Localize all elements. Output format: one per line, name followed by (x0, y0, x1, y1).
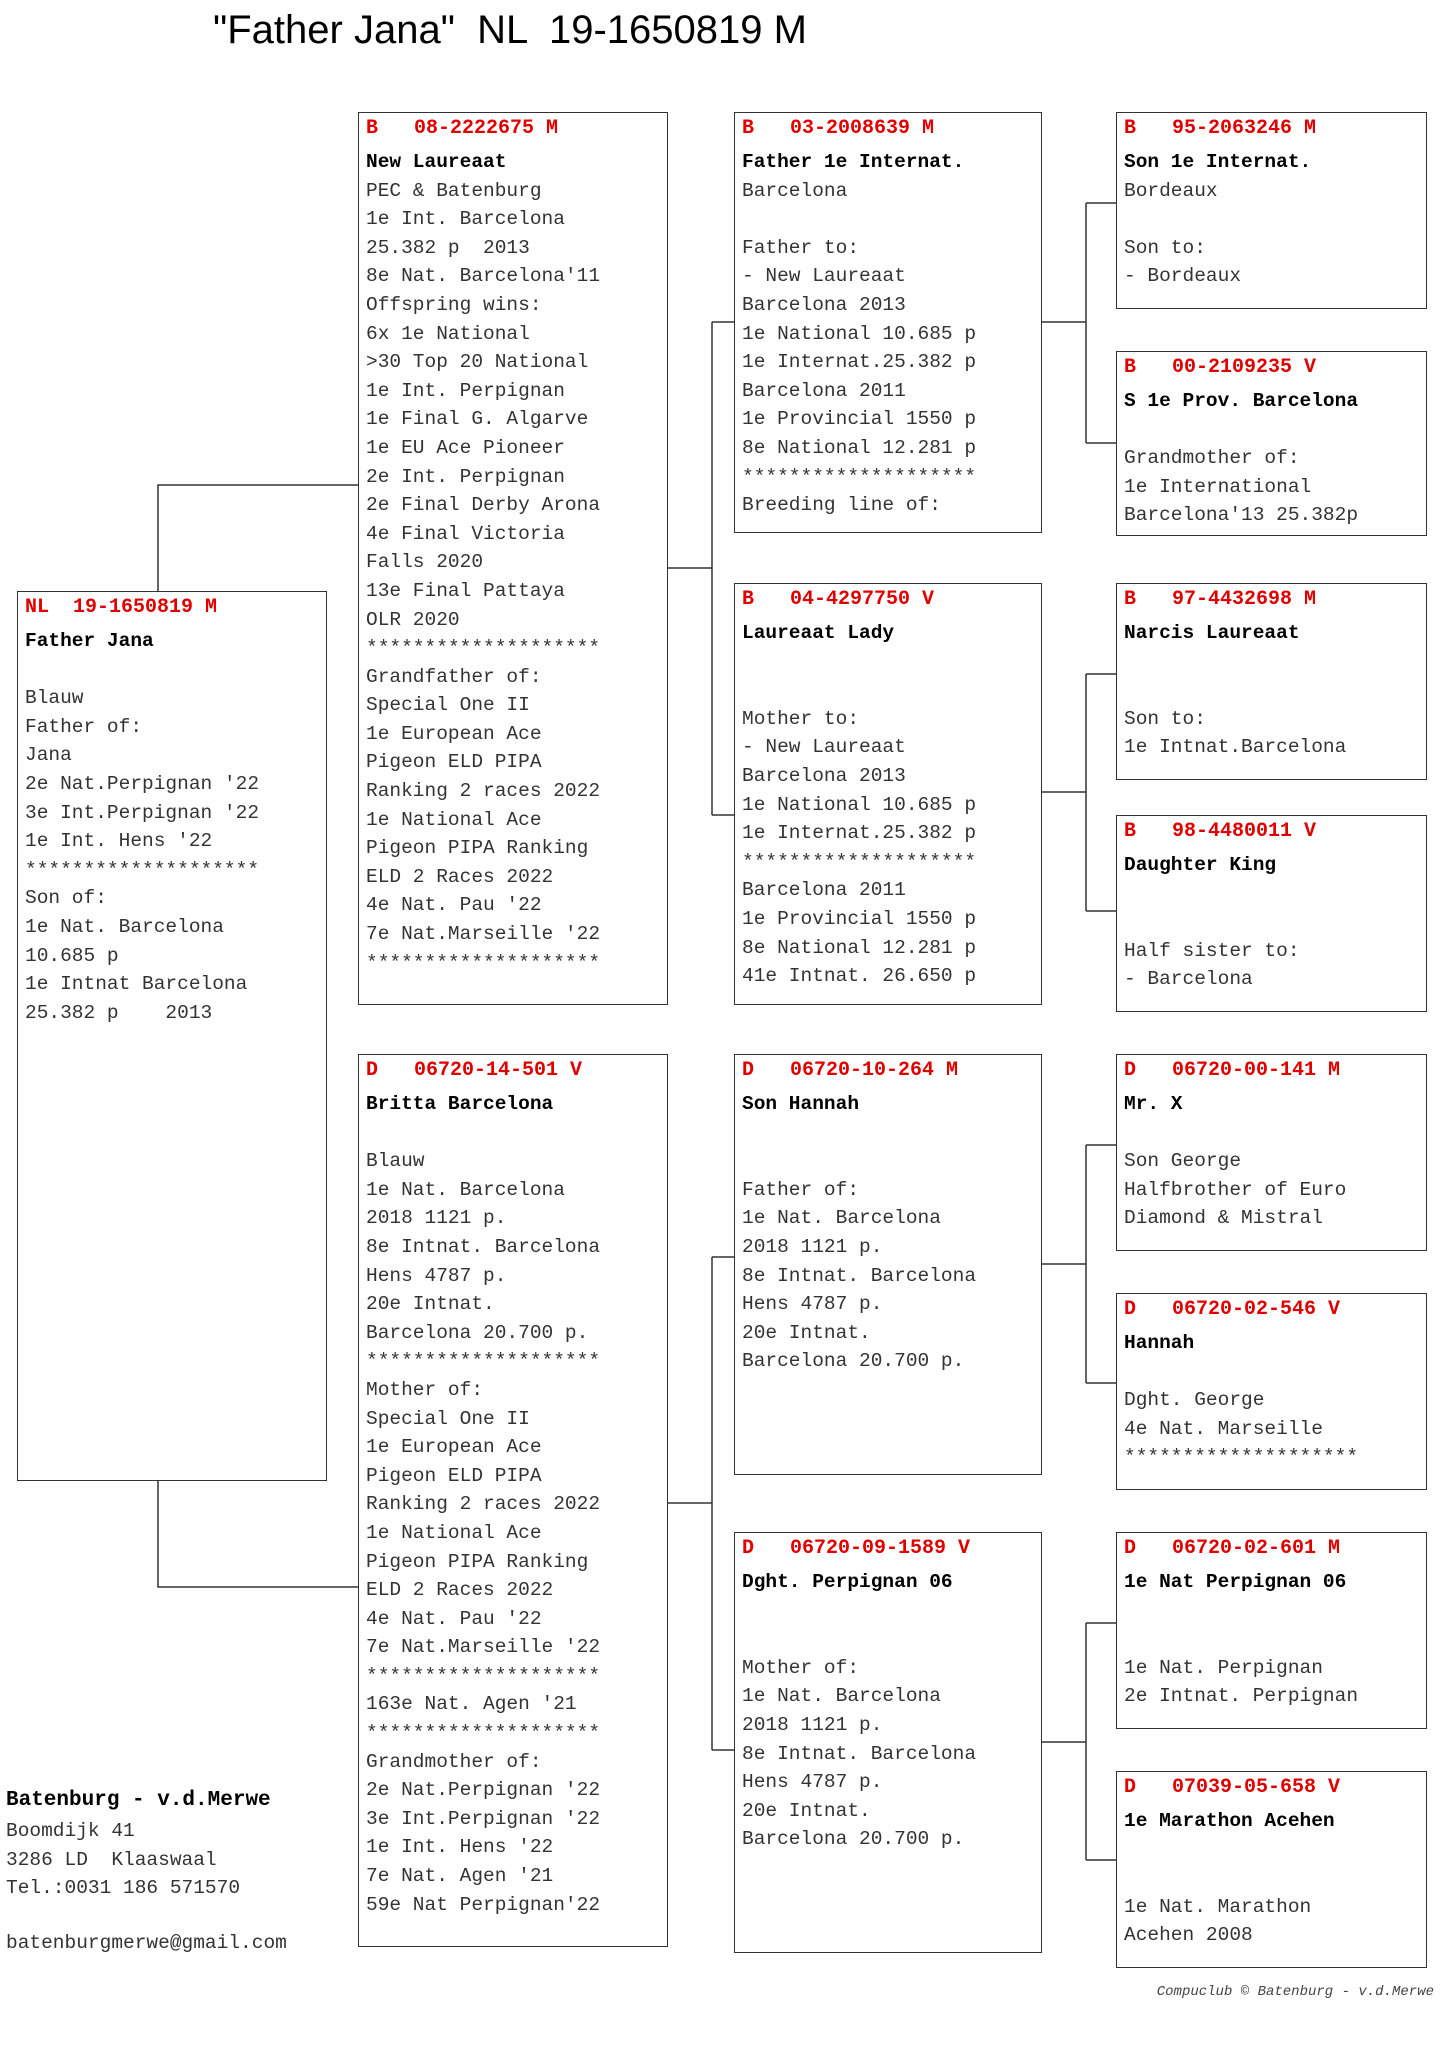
ring-number: D 06720-00-141 M (1124, 1059, 1341, 1082)
pedigree-line: Half sister to: (1124, 939, 1300, 962)
pigeon-name: Hannah (1124, 1332, 1195, 1354)
pedigree-line: Barcelona 2011 (742, 879, 906, 902)
pedigree-line: Pigeon ELD PIPA (366, 751, 542, 774)
pedigree-line: 8e National 12.281 p (742, 936, 977, 959)
ring-number: B 08-2222675 M (366, 117, 559, 140)
ring-number: B 95-2063246 M (1124, 117, 1317, 140)
pedigree-line: - Bordeaux (1124, 265, 1242, 288)
pedigree-line (1124, 908, 1419, 937)
dam-sire-box[interactable] (734, 1054, 1042, 1475)
pedigree-line: 1e Nat. Barcelona (742, 1207, 941, 1230)
pedigree-line: 4e Final Victoria (366, 522, 565, 545)
pedigree-line: 25.382 p 2013 (25, 1001, 213, 1024)
pedigree-line: 20e Intnat. (742, 1799, 871, 1822)
pedigree-line: 1e Intnat.Barcelona (1124, 736, 1347, 759)
pedigree-line (742, 1597, 1034, 1626)
pedigree-line: ******************** (25, 858, 260, 881)
pigeon-name: Father Jana (25, 630, 154, 652)
pedigree-line: 2018 1121 p. (742, 1713, 883, 1736)
pedigree-line: 20e Intnat. (366, 1293, 495, 1316)
pedigree-line: 1e Provincial 1550 p (742, 907, 977, 930)
owner-info (6, 1785, 287, 1957)
pedigree-line (1124, 1864, 1419, 1893)
pedigree-line: Halfbrother of Euro (1124, 1178, 1347, 1201)
ring-number: D 06720-10-264 M (742, 1059, 959, 1082)
pedigree-line (25, 656, 319, 685)
pedigree-line: Son to: (1124, 236, 1206, 259)
pedigree-line: ELD 2 Races 2022 (366, 1579, 554, 1602)
pedigree-line: 1e Internat.25.382 p (742, 351, 977, 374)
pedigree-line: 41e Intnat. 26.650 p (742, 965, 977, 988)
sire-box[interactable] (358, 112, 668, 1005)
sire-dam-sire-box[interactable] (1116, 583, 1427, 780)
pedigree-line: 8e Intnat. Barcelona (742, 1742, 977, 1765)
pedigree-line: 8e Nat. Barcelona'11 (366, 265, 601, 288)
pedigree-line: ******************** (1124, 1446, 1359, 1469)
pedigree-line (742, 1119, 1034, 1148)
pedigree-line: Jana (25, 744, 72, 767)
pedigree-line: 1e Nat. Marathon (1124, 1895, 1312, 1918)
ring-number: B 97-4432698 M (1124, 588, 1317, 611)
pedigree-line: 1e Nat. Perpignan (1124, 1656, 1323, 1679)
pedigree-line: Son to: (1124, 707, 1206, 730)
pedigree-line: OLR 2020 (366, 608, 460, 631)
pedigree-line: 1e Nat. Barcelona (25, 915, 224, 938)
pedigree-line: - New Laureaat (742, 736, 906, 759)
pedigree-line: Blauw (25, 687, 84, 710)
pedigree-line (1124, 1836, 1419, 1865)
pedigree-line: >30 Top 20 National (366, 351, 589, 374)
pedigree-line: 4e Nat. Pau '22 (366, 1607, 542, 1630)
pedigree-line: Hens 4787 p. (366, 1264, 507, 1287)
pedigree-line: 1e European Ace (366, 1436, 542, 1459)
pedigree-line: 7e Nat.Marseille '22 (366, 1636, 601, 1659)
pedigree-line: 1e National 10.685 p (742, 322, 977, 345)
owner-phone: Tel.:0031 186 571570 (6, 1877, 241, 1900)
dam-sire-sire-box[interactable] (1116, 1054, 1427, 1251)
pedigree-line: 1e National Ace (366, 808, 542, 831)
pedigree-line: Diamond & Mistral (1124, 1207, 1323, 1230)
pedigree-line: Barcelona 2013 (742, 764, 906, 787)
pedigree-line (1124, 648, 1419, 677)
pedigree-line: 1e Int. Hens '22 (25, 830, 213, 853)
pedigree-line (1124, 1625, 1419, 1654)
pedigree-line: 1e Provincial 1550 p (742, 408, 977, 431)
pigeon-name: New Laureaat (366, 151, 507, 173)
ring-number: NL 19-1650819 M (25, 596, 218, 619)
pedigree-line: Mother of: (366, 1378, 484, 1401)
pedigree-line: 1e Int. Hens '22 (366, 1836, 554, 1859)
pigeon-name: Dght. Perpignan 06 (742, 1571, 953, 1593)
copyright-footer: Compuclub © Batenburg - v.d.Merwe (1156, 1984, 1434, 2000)
dam-dam-sire-box[interactable] (1116, 1532, 1427, 1729)
pedigree-line (366, 1119, 660, 1148)
pedigree-line (1124, 1119, 1419, 1148)
pedigree-line: Pigeon PIPA Ranking (366, 1550, 589, 1573)
sire-sire-dam-box[interactable] (1116, 351, 1427, 536)
pedigree-line: 1e Intnat Barcelona (25, 973, 248, 996)
pedigree-line: 1e Int. Barcelona (366, 208, 565, 231)
pedigree-line: 2e Intnat. Perpignan (1124, 1685, 1359, 1708)
pedigree-line: ******************** (366, 637, 601, 660)
pedigree-line: Ranking 2 races 2022 (366, 780, 601, 803)
pedigree-line: 1e Internat.25.382 p (742, 822, 977, 845)
pedigree-line: Dght. George (1124, 1389, 1265, 1412)
pedigree-line: 1e International (1124, 475, 1312, 498)
pedigree-line (1124, 676, 1419, 705)
pedigree-line: 2018 1121 p. (742, 1235, 883, 1258)
pedigree-line: 7e Nat. Agen '21 (366, 1865, 554, 1888)
pedigree-line: Barcelona 20.700 p. (742, 1828, 965, 1851)
pedigree-line: Father to: (742, 236, 860, 259)
owner-email[interactable]: batenburgmerwe@gmail.com (6, 1931, 287, 1954)
pigeon-name: Narcis Laureaat (1124, 622, 1300, 644)
ring-number: B 03-2008639 M (742, 117, 935, 140)
pedigree-line: ******************** (366, 1664, 601, 1687)
pedigree-line: 3e Int.Perpignan '22 (25, 801, 260, 824)
pedigree-line: 8e Intnat. Barcelona (366, 1235, 601, 1258)
pedigree-line: Barcelona 20.700 p. (742, 1350, 965, 1373)
page-title: "Father Jana" NL 19-1650819 M (213, 8, 807, 52)
pedigree-line: 8e Intnat. Barcelona (742, 1264, 977, 1287)
pedigree-line: Barcelona 20.700 p. (366, 1321, 589, 1344)
pigeon-name: Daughter King (1124, 854, 1277, 876)
pedigree-line: 4e Nat. Marseille (1124, 1417, 1323, 1440)
pedigree-line: 163e Nat. Agen '21 (366, 1693, 577, 1716)
pedigree-line: ******************** (742, 850, 977, 873)
pedigree-line: Blauw (366, 1150, 425, 1173)
pedigree-line: 8e National 12.281 p (742, 436, 977, 459)
pedigree-line (1124, 416, 1419, 445)
pedigree-line: 1e Int. Perpignan (366, 379, 565, 402)
ring-number: D 06720-02-601 M (1124, 1537, 1341, 1560)
ring-number: B 04-4297750 V (742, 588, 935, 611)
ring-number: B 98-4480011 V (1124, 820, 1317, 843)
pedigree-line: ******************** (366, 951, 601, 974)
dam-dam-box[interactable] (734, 1532, 1042, 1953)
pedigree-line: 4e Nat. Pau '22 (366, 894, 542, 917)
pedigree-line: Special One II (366, 1407, 530, 1430)
pedigree-line: PEC & Batenburg (366, 179, 542, 202)
pigeon-name: Laureaat Lady (742, 622, 895, 644)
pedigree-line (742, 648, 1034, 677)
pigeon-name: Son Hannah (742, 1093, 860, 1115)
pedigree-line: 3e Int.Perpignan '22 (366, 1807, 601, 1830)
sire-dam-box[interactable] (734, 583, 1042, 1005)
ring-number: D 06720-09-1589 V (742, 1537, 971, 1560)
dam-sire-dam-box[interactable] (1116, 1293, 1427, 1490)
pedigree-line: 6x 1e National (366, 322, 530, 345)
pedigree-line: 13e Final Pattaya (366, 579, 565, 602)
pedigree-line: Breeding line of: (742, 494, 941, 517)
pedigree-line: ******************** (742, 465, 977, 488)
ring-number: D 06720-14-501 V (366, 1059, 583, 1082)
pedigree-line (1124, 1597, 1419, 1626)
pedigree-line: 1e European Ace (366, 722, 542, 745)
pedigree-line: 10.685 p (25, 944, 119, 967)
pedigree-line (742, 1147, 1034, 1176)
pedigree-line: 20e Intnat. (742, 1321, 871, 1344)
pedigree-line: Mother of: (742, 1656, 860, 1679)
pedigree-line: 2018 1121 p. (366, 1207, 507, 1230)
ring-number: D 07039-05-658 V (1124, 1776, 1341, 1799)
pedigree-line: Mother to: (742, 707, 860, 730)
pedigree-line: Barcelona'13 25.382p (1124, 504, 1359, 527)
pedigree-line (1124, 880, 1419, 909)
pedigree-line: 1e National 10.685 p (742, 793, 977, 816)
pedigree-line: ******************** (366, 1722, 601, 1745)
pedigree-line: Barcelona (742, 179, 848, 202)
pedigree-line: Hens 4787 p. (742, 1771, 883, 1794)
ring-number: B 00-2109235 V (1124, 356, 1317, 379)
pedigree-line: Offspring wins: (366, 293, 542, 316)
pedigree-line: ******************** (366, 1350, 601, 1373)
pedigree-line: Falls 2020 (366, 551, 484, 574)
pigeon-name: S 1e Prov. Barcelona (1124, 390, 1359, 412)
sire-sire-box[interactable] (734, 112, 1042, 533)
pedigree-line: Acehen 2008 (1124, 1924, 1253, 1947)
sire-sire-sire-box[interactable] (1116, 112, 1427, 309)
owner-street: Boomdijk 41 (6, 1820, 135, 1842)
pedigree-line: 25.382 p 2013 (366, 236, 530, 259)
pedigree-line: ELD 2 Races 2022 (366, 865, 554, 888)
pedigree-line: 7e Nat.Marseille '22 (366, 923, 601, 946)
pedigree-line: Pigeon PIPA Ranking (366, 837, 589, 860)
pedigree-line: Father of: (742, 1178, 860, 1201)
pigeon-name: Mr. X (1124, 1093, 1183, 1115)
pigeon-name: 1e Nat Perpignan 06 (1124, 1571, 1347, 1593)
pedigree-line: Special One II (366, 694, 530, 717)
pedigree-line (742, 676, 1034, 705)
pedigree-line: Son of: (25, 887, 107, 910)
pedigree-line (1124, 1358, 1419, 1387)
owner-name: Batenburg - v.d.Merwe (6, 1789, 271, 1812)
pedigree-line: Son George (1124, 1150, 1242, 1173)
pedigree-line: 59e Nat Perpignan'22 (366, 1893, 601, 1916)
pigeon-name: Father 1e Internat. (742, 151, 965, 173)
pedigree-line: Grandfather of: (366, 665, 542, 688)
pedigree-line: Pigeon ELD PIPA (366, 1464, 542, 1487)
pedigree-line: Father of: (25, 715, 143, 738)
pedigree-line: 1e EU Ace Pioneer (366, 436, 565, 459)
pedigree-line: 1e National Ace (366, 1521, 542, 1544)
sire-dam-dam-box[interactable] (1116, 815, 1427, 1012)
ring-number: D 06720-02-546 V (1124, 1298, 1341, 1321)
pigeon-name: 1e Marathon Acehen (1124, 1810, 1335, 1832)
pedigree-line (1124, 205, 1419, 234)
pedigree-line: - Barcelona (1124, 968, 1253, 991)
pedigree-line: - New Laureaat (742, 265, 906, 288)
owner-city: 3286 LD Klaaswaal (6, 1848, 217, 1871)
pedigree-line: Grandmother of: (366, 1750, 542, 1773)
pedigree-line: 2e Final Derby Arona (366, 494, 601, 517)
dam-dam-dam-box[interactable] (1116, 1771, 1427, 1968)
pedigree-line: 1e Final G. Algarve (366, 408, 589, 431)
subject-box[interactable] (17, 591, 327, 1481)
pedigree-line: Grandmother of: (1124, 447, 1300, 470)
pedigree-line: 2e Nat.Perpignan '22 (366, 1779, 601, 1802)
pedigree-line: 1e Nat. Barcelona (366, 1178, 565, 1201)
pedigree-line: Barcelona 2011 (742, 379, 906, 402)
pedigree-line: Ranking 2 races 2022 (366, 1493, 601, 1516)
dam-box[interactable] (358, 1054, 668, 1947)
pedigree-line (742, 205, 1034, 234)
pedigree-line (742, 1625, 1034, 1654)
pigeon-name: Britta Barcelona (366, 1093, 554, 1115)
pedigree-line: 1e Nat. Barcelona (742, 1685, 941, 1708)
pedigree-line: 2e Nat.Perpignan '22 (25, 772, 260, 795)
pedigree-line: 2e Int. Perpignan (366, 465, 565, 488)
pigeon-name: Son 1e Internat. (1124, 151, 1312, 173)
pedigree-line: Barcelona 2013 (742, 293, 906, 316)
pedigree-line: Bordeaux (1124, 179, 1218, 202)
pedigree-line: Hens 4787 p. (742, 1293, 883, 1316)
